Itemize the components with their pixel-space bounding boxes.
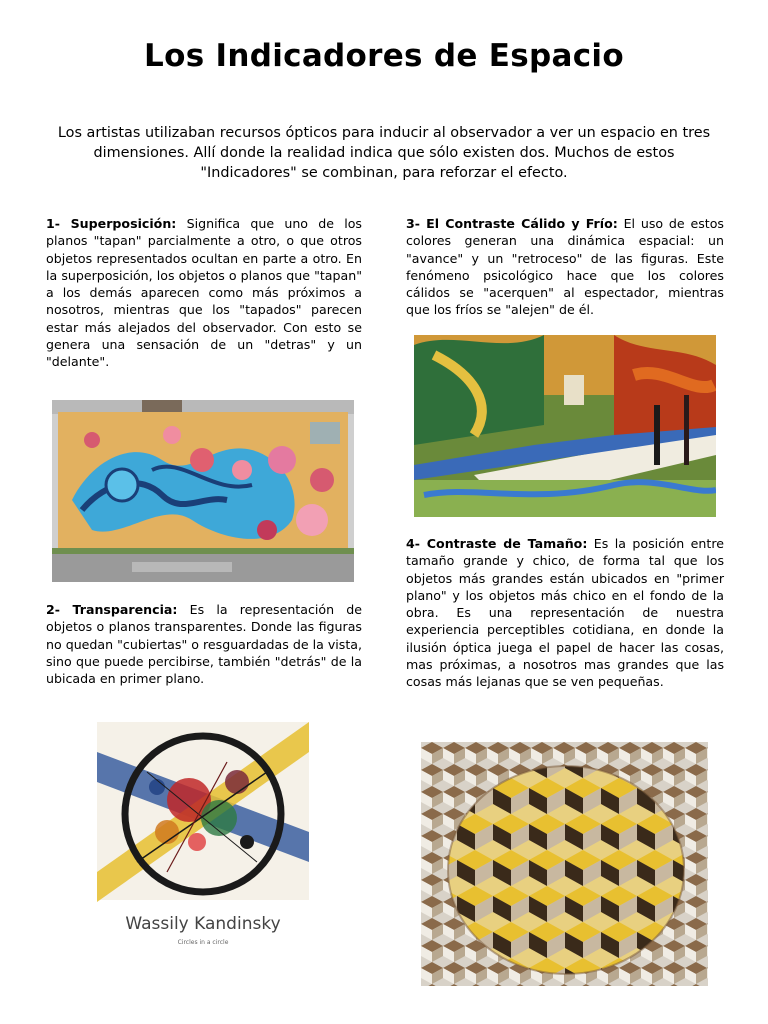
graffiti-wall-image <box>52 400 354 582</box>
kandinsky-circles-image <box>97 722 309 968</box>
section-text: El uso de estos colores generan una dinámica espacial: un "avance" y un "retroceso" de las figuras. Este fenómeno psicológico hace que los colores cálidos se "acerquen" al espectador, mientras que los fríos se "alejen" de él. <box>406 216 724 318</box>
page-title: Los Indicadores de Espacio <box>144 38 624 74</box>
section-heading: 3- El Contraste Cálido y Frío: <box>406 216 618 231</box>
section-text: Es la posición entre tamaño grande y chico, de forma tal que los objetos más grandes están ubicados en "primer plano" y los objetos más chico en el fondo de la obra. Es una representación de nuestra experiencia perceptibles cotidiana, en donde la ilusión óptica juega el papel de hacer las cosas, mas próximas, a nosotros mas grandes que las cosas más lejanas que se ven pequeñas. <box>406 536 724 690</box>
section-contraste-tamano <box>406 535 724 691</box>
intro-paragraph: Los artistas utilizaban recursos ópticos para inducir al observador a ver un espacio en tres dimensiones. Allí donde la realidad indica que sólo existen dos. Muchos de estos "Indicadores" se combinan, para reforzar el efecto. <box>57 125 711 181</box>
section-text: Significa que uno de los planos "tapan" parcialmente a otro, o que otros objetos representados ocultan en parte a otro. En la superposición, los objetos o planos que "tapan" a los demás aparecen como más próximos a nosotros, mientras que los "tapados" parecen estar más alejados del observador. Con esto se genera una sensación de un "detras" y un "delante". <box>46 216 362 370</box>
section-contraste-calido-frio <box>406 215 724 319</box>
section-heading: 2- Transparencia: <box>46 602 178 617</box>
op-art-pattern-image <box>421 742 708 986</box>
kandinsky-caption: Wassily Kandinsky <box>125 914 281 934</box>
section-text: Es la representación de objetos o planos transparentes. Donde las figuras no quedan "cubiertas" o resguardadas de la vista, sino que puede percibirse, también "detrás" de la ubicada en primer plano. <box>46 602 362 687</box>
landscape-painting-image <box>414 335 716 517</box>
section-heading: 1- Superposición: <box>46 216 177 231</box>
section-transparencia <box>46 601 362 687</box>
section-heading: 4- Contraste de Tamaño: <box>406 536 588 551</box>
section-superposicion <box>46 215 362 371</box>
kandinsky-subcaption: Circles in a circle <box>177 939 229 946</box>
